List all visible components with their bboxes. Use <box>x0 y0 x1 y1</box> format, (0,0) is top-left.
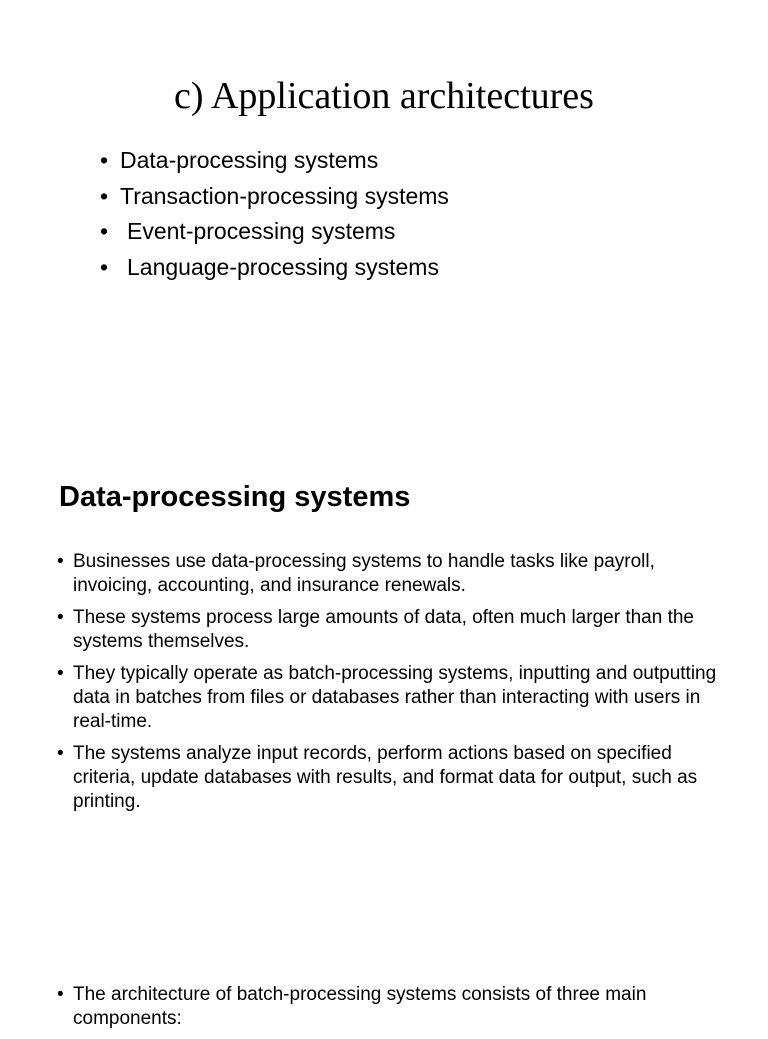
list-item-text: The systems analyze input records, perform actions based on specified criteria, update databases with results, and format data for output, such as printing. <box>73 743 698 812</box>
list-item-text: These systems process large amounts of data, often much larger than the systems themselves. <box>73 607 694 652</box>
bullet-icon: • <box>100 147 109 173</box>
bullet-icon: • <box>100 218 109 244</box>
list-item <box>57 550 717 598</box>
list-item <box>57 606 717 654</box>
bullet-icon: • <box>57 743 64 764</box>
list-item-text: The architecture of batch-processing systems consists of three main components: <box>73 984 647 1029</box>
list-item <box>57 742 717 814</box>
list-item-text: Event-processing systems <box>127 218 396 244</box>
bullet-icon: • <box>57 551 64 572</box>
list-item-text: They typically operate as batch-processing systems, inputting and outputting data in batches from files or databases rather than interacting with users in real-time. <box>73 663 717 732</box>
list-item <box>100 179 449 215</box>
bullet-icon: • <box>57 607 64 628</box>
list-item <box>100 214 449 250</box>
detail-bullet-list <box>57 550 717 822</box>
list-item <box>100 250 449 286</box>
list-item <box>57 662 717 734</box>
list-item-text: Data-processing systems <box>120 147 379 173</box>
list-item-text: Language-processing systems <box>127 253 439 280</box>
bullet-icon: • <box>57 663 64 684</box>
page-title: c) Application architectures <box>174 75 594 117</box>
bullet-icon: • <box>57 984 64 1005</box>
section-heading: Data-processing systems <box>59 481 411 513</box>
continued-bullet-list <box>57 983 717 1039</box>
list-item-text: Transaction-processing systems <box>120 182 449 209</box>
bullet-icon: • <box>100 182 109 209</box>
bullet-icon: • <box>100 253 109 280</box>
list-item <box>100 143 449 179</box>
list-item-text: Businesses use data-processing systems to handle tasks like payroll, invoicing, accounting, and insurance renewals. <box>73 551 655 596</box>
intro-bullet-list <box>100 143 449 285</box>
